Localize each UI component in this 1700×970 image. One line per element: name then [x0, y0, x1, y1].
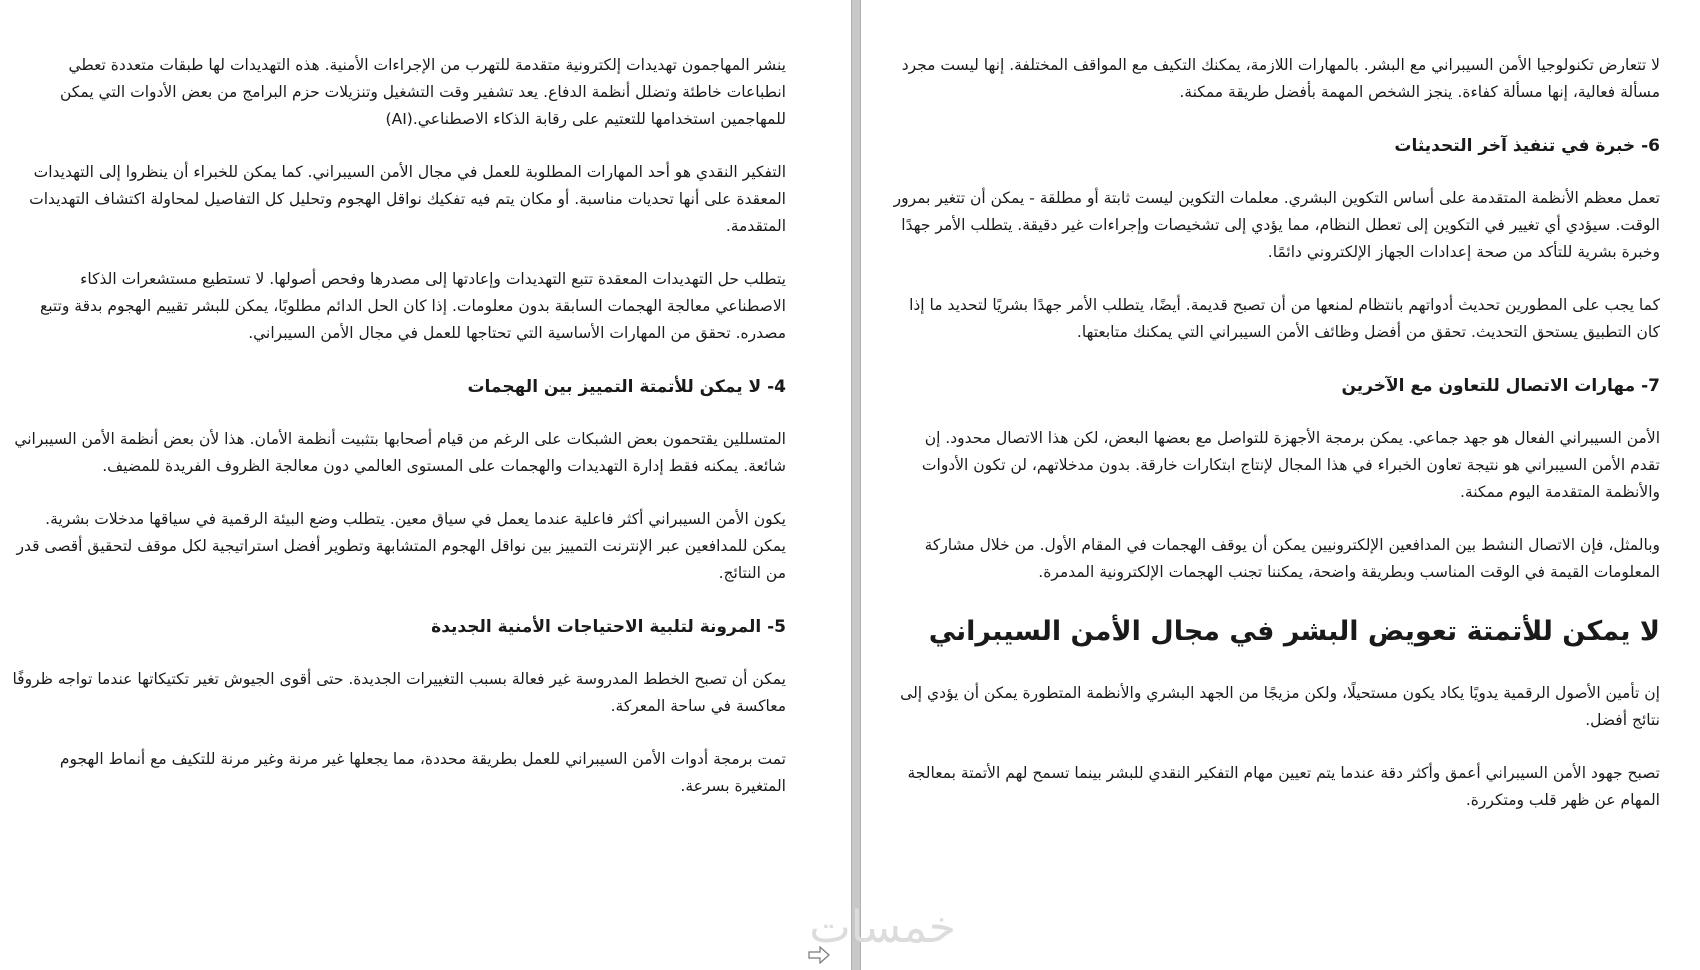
section-title: لا يمكن للأتمتة تعويض البشر في مجال الأمن السيبراني: [928, 616, 1660, 647]
left-paragraph-7: تمت برمجة أدوات الأمن السيبراني للعمل بطريقة محددة، مما يجعلها غير مرنة وغير مرنة للتكيف مع أنماط الهجوم المتغيرة بسرعة.: [59, 750, 786, 795]
left-paragraph-6: يمكن أن تصبح الخطط المدروسة غير فعالة بسبب التغييرات الجديدة. حتى أقوى الجيوش تغير تكتيكاتها عندما تواجه ظروفًا معاكسة في ساحة المعركة.: [12, 670, 786, 715]
heading-7: 7- مهارات الاتصال للتعاون مع الآخرين: [1341, 376, 1660, 396]
right-paragraph-6: إن تأمين الأصول الرقمية يدويًا يكاد يكون مستحيلًا، ولكن مزيجًا من الجهد البشري والأنظمة المتطورة يمكن أن يؤدي إلى نتائج أفضل.: [900, 684, 1660, 729]
left-paragraph-4: المتسللين يقتحمون بعض الشبكات على الرغم من قيام أصحابها بتثبيت أنظمة الأمان. هذا لأن بعض أنظمة الأمن السيبراني شائعة. يمكنه فقط إدارة التهديدات والهجمات على المستوى العالمي دون معالجة الظروف الفريدة للمضيف.: [14, 430, 786, 475]
heading-6: 6- خبرة في تنفيذ آخر التحديثات: [1394, 136, 1660, 156]
heading-4: 4- لا يمكن للأتمتة التمييز بين الهجمات: [467, 377, 786, 397]
page-right: [864, 0, 1700, 970]
right-paragraph-4: الأمن السيبراني الفعال هو جهد جماعي. يمكن برمجة الأجهزة للتواصل مع بعضها البعض، لكن هذا الاتصال محدود. إن تقدم الأمن السيبراني هو نتيجة تعاون الخبراء في هذا المجال لإنتاج ابتكارات خارقة. بدون مدخلاتهم، لن تكون الأدوات والأنظمة المتقدمة اليوم ممكنة.: [921, 429, 1660, 501]
left-paragraph-3: يتطلب حل التهديدات المعقدة تتبع التهديدات وإعادتها إلى مصدرها وفحص أصولها. لا تستطيع مستشعرات الذكاء الاصطناعي معالجة الهجمات السابقة بدون معلومات. إذا كان الحل الدائم مطلوبًا، يمكن للبشر تقييم الهجوم بدقة وتتبع مصدره. تحقق من المهارات الأساسية التي تحتاجها للعمل في مجال الأمن السيبراني.: [39, 270, 786, 342]
right-paragraph-7: تصبح جهود الأمن السيبراني أعمق وأكثر دقة عندما يتم تعيين مهام التفكير النقدي للبشر بينما تسمح لهم الأتمتة بمعالجة المهام عن ظهر قلب ومتكررة.: [907, 764, 1660, 809]
arrow-cursor-icon: [808, 946, 830, 964]
left-paragraph-5: يكون الأمن السيبراني أكثر فاعلية عندما يعمل في سياق معين. يتطلب وضع البيئة الرقمية في سياقها مدخلات بشرية. يمكن للمدافعين عبر الإنترنت التمييز بين نواقل الهجوم المتشابهة وتطوير أفضل استراتيجية لكل موقف لتحقيق أقصى قدر من النتائج.: [16, 510, 786, 582]
right-paragraph-1: لا تتعارض تكنولوجيا الأمن السيبراني مع البشر. بالمهارات اللازمة، يمكنك التكيف مع المواقف المختلفة. إنها ليست مجرد مسألة فعالية، إنها مسألة كفاءة. ينجز الشخص المهمة بأفضل طريقة ممكنة.: [901, 56, 1660, 101]
right-paragraph-2: تعمل معظم الأنظمة المتقدمة على أساس التكوين البشري. معلمات التكوين ليست ثابتة أو مطلقة - يمكن أن تتغير بمرور الوقت. سيؤدي أي تغيير في التكوين إلى تعطل النظام، مما يؤدي إلى تشخيصات وإجراءات غير دقيقة. يتطلب الأمر جهدًا وخبرة بشرية للتأكد من صحة إعدادات الجهاز الإلكتروني دائمًا.: [893, 189, 1660, 261]
heading-5: 5- المرونة لتلبية الاحتياجات الأمنية الجديدة: [431, 617, 786, 637]
watermark-logo: خمسات: [809, 902, 956, 953]
right-paragraph-3: كما يجب على المطورين تحديث أدواتهم بانتظام لمنعها من أن تصبح قديمة. أيضًا، يتطلب الأمر جهدًا بشريًا لتحديد ما إذا كان التطبيق يستحق التحديث. تحقق من أفضل وظائف الأمن السيبراني التي يمكنك متابعتها.: [909, 296, 1660, 341]
left-paragraph-2: التفكير النقدي هو أحد المهارات المطلوبة للعمل في مجال الأمن السيبراني. كما يمكن للخبراء أن ينظروا إلى التهديدات المعقدة على أنها تحديات مناسبة. أو مكان يتم فيه تفكيك نواقل الهجوم وتحليل كل التفاصيل لمحاولة اكتشاف التهديدات المتقدمة.: [29, 163, 786, 235]
page-left: [0, 0, 846, 970]
right-paragraph-5: وبالمثل، فإن الاتصال النشط بين المدافعين الإلكترونيين يمكن أن يوقف الهجمات في المقام الأول. من خلال مشاركة المعلومات القيمة في الوقت المناسب وبطريقة واضحة، يمكننا تجنب الهجمات الإلكترونية المدمرة.: [924, 536, 1660, 581]
page-divider: [851, 0, 861, 970]
left-paragraph-1: ينشر المهاجمون تهديدات إلكترونية متقدمة للتهرب من الإجراءات الأمنية. هذه التهديدات لها طبقات متعددة تعطي انطباعات خاطئة وتضلل أنظمة الدفاع. يعد تشفير وقت التشغيل وتنزيلات حزم البرامج من بعض الأدوات التي يمكن للمهاجمين استخدامها للتعتيم على رقابة الذكاء الاصطناعي.(AI): [60, 56, 786, 128]
